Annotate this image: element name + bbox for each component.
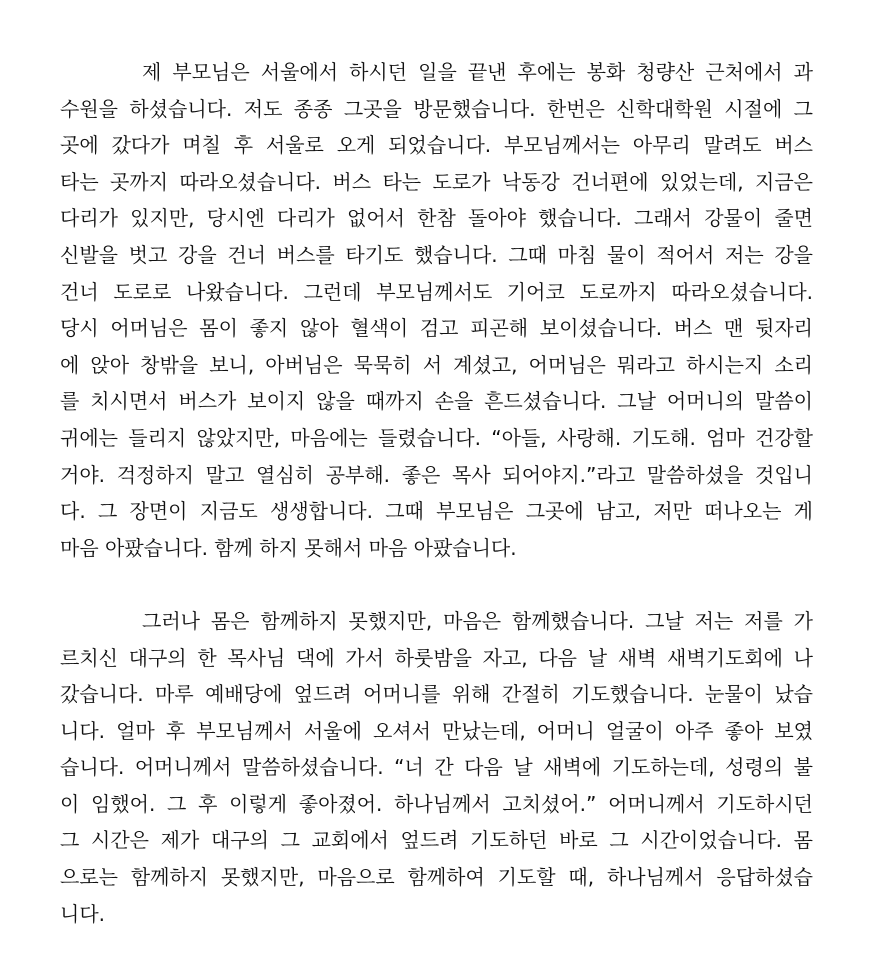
paragraph-line: 그러나 몸은 함께하지 못했지만, 마음은 함께했습니다. 그날 저는 저를 가: [142, 608, 813, 633]
paragraph-line: 니다. 얼마 후 부모님께서 서울에 오셔서 만났는데, 어머니 얼굴이 아주 좋아 보였: [60, 718, 813, 743]
paragraph-line: 제 부모님은 서울에서 하시던 일을 끝낸 후에는 봉화 청량산 근처에서 과: [142, 60, 813, 84]
paragraph-line: 타는 곳까지 따라오셨습니다. 버스 타는 도로가 낙동강 건너편에 있었는데, 지금은: [60, 169, 813, 194]
paragraph-line: 당시 어머님은 몸이 좋지 않아 혈색이 검고 피곤해 보이셨습니다. 버스 맨 뒷자리: [60, 316, 813, 341]
paragraph-line: 그 시간은 제가 대구의 그 교회에서 엎드려 기도하던 바로 그 시간이었습니다. 몸: [60, 828, 813, 853]
paragraph-line: 습니다. 어머니께서 말씀하셨습니다. “너 간 다음 날 새벽에 기도하는데, 성령의 불: [60, 755, 813, 780]
paragraph-line: 니다.: [60, 901, 105, 926]
paragraph-line: 신발을 벗고 강을 건너 버스를 타기도 했습니다. 그때 마침 물이 적어서 저는 강을: [60, 242, 813, 267]
paragraph-line: 이 임했어. 그 후 이렇게 좋아졌어. 하나님께서 고치셨어.” 어머니께서 기도하시던: [60, 791, 813, 816]
paragraph-1: [60, 54, 813, 566]
paragraph-line: 건너 도로로 나왔습니다. 그런데 부모님께서도 기어코 도로까지 따라오셨습니다.: [60, 279, 813, 304]
paragraph-2: [60, 603, 813, 932]
document-body: [60, 54, 813, 932]
paragraph-line: 다. 그 장면이 지금도 생생합니다. 그때 부모님은 그곳에 남고, 저만 떠나오는 게: [60, 499, 813, 524]
paragraph-line: 갔습니다. 마루 예배당에 엎드려 어머니를 위해 간절히 기도했습니다. 눈물이 났습: [60, 682, 813, 707]
paragraph-line: 마음 아팠습니다. 함께 하지 못해서 마음 아팠습니다.: [60, 535, 517, 560]
paragraph-line: 귀에는 들리지 않았지만, 마음에는 들렸습니다. “아들, 사랑해. 기도해. 엄마 건강할: [60, 425, 813, 450]
paragraph-line: 수원을 하셨습니다. 저도 종종 그곳을 방문했습니다. 한번은 신학대학원 시절에 그: [60, 96, 813, 121]
paragraph-line: 르치신 대구의 한 목사님 댁에 가서 하룻밤을 자고, 다음 날 새벽 새벽기도회에 나: [60, 645, 813, 670]
paragraph-line: 를 치시면서 버스가 보이지 않을 때까지 손을 흔드셨습니다. 그날 어머니의 말씀이: [60, 389, 813, 414]
paragraph-line: 으로는 함께하지 못했지만, 마음으로 함께하여 기도할 때, 하나님께서 응답하셨습: [60, 865, 813, 890]
paragraph-line: 거야. 걱정하지 말고 열심히 공부해. 좋은 목사 되어야지.”라고 말씀하셨을 것입니: [60, 462, 813, 487]
paragraph-line: 곳에 갔다가 며칠 후 서울로 오게 되었습니다. 부모님께서는 아무리 말려도 버스: [60, 133, 813, 158]
paragraph-line: 에 앉아 창밖을 보니, 아버님은 묵묵히 서 계셨고, 어머님은 뭐라고 하시는지 소리: [60, 352, 813, 377]
paragraph-line: 다리가 있지만, 당시엔 다리가 없어서 한참 돌아야 했습니다. 그래서 강물이 줄면: [60, 206, 813, 231]
